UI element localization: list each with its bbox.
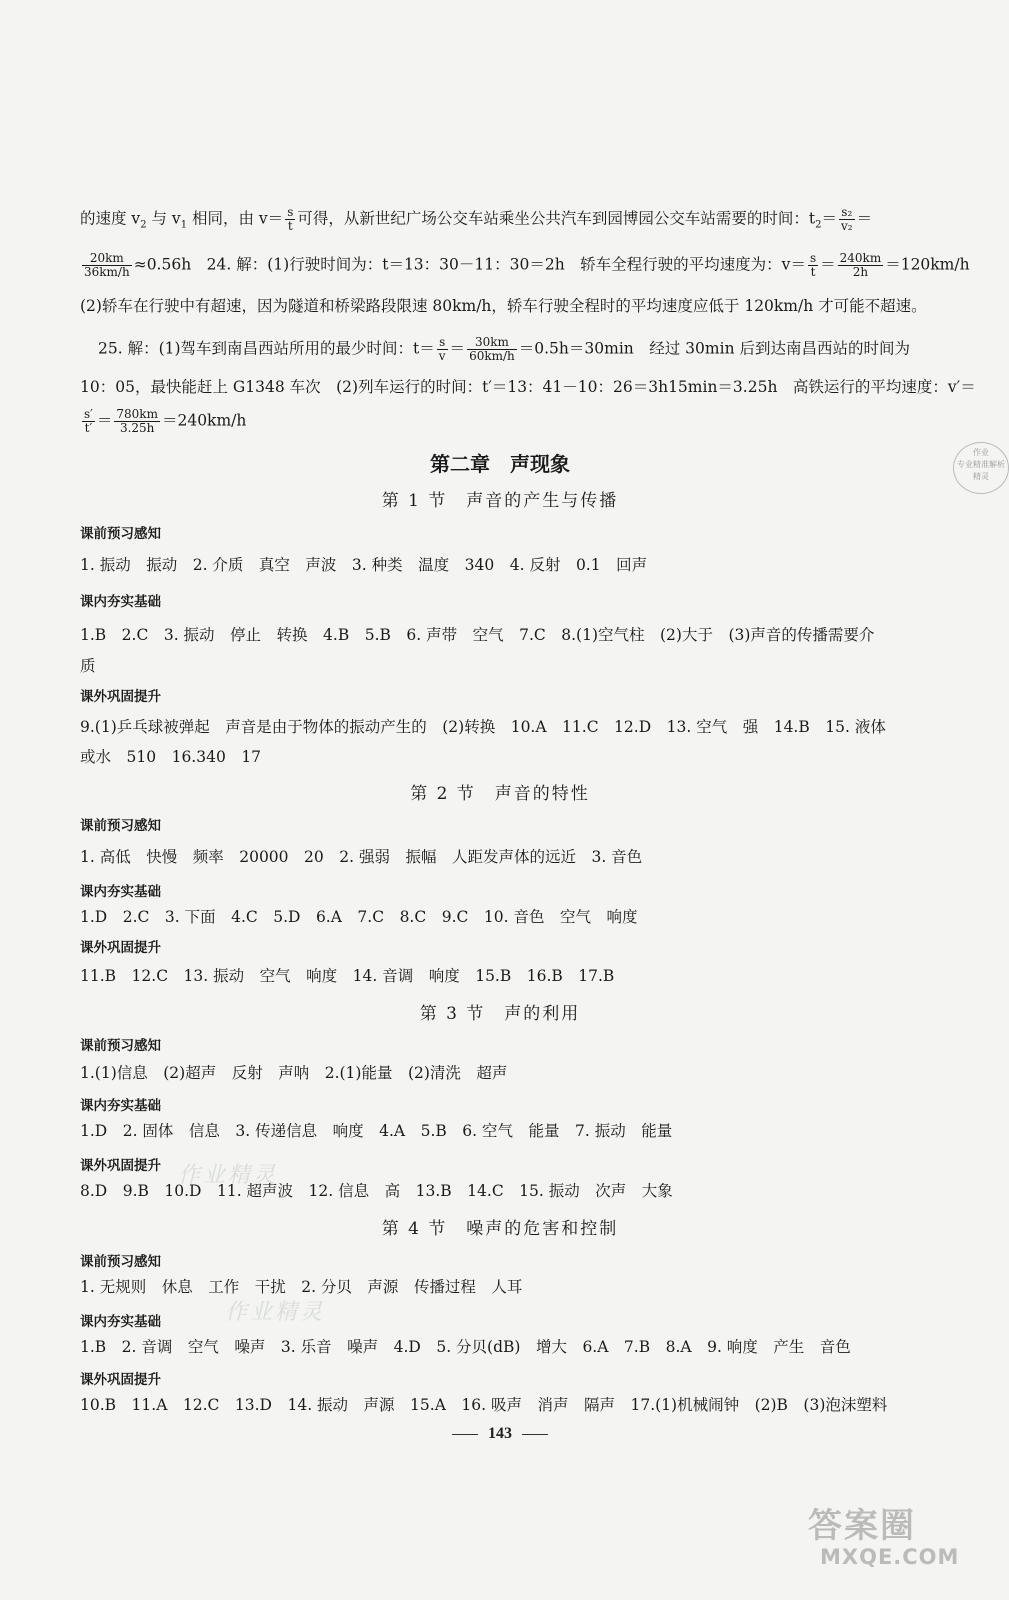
part-label: 课外巩固提升 [80,1158,161,1174]
answer-line: 8.D 9.B 10.D 11. 超声波 12. 信息 高 13.B 14.C 15. 振动 次声 大象 [80,1182,673,1200]
answer-line: 1. 高低 快慢 频率 20000 20 2. 强弱 振幅 人距发声体的远近 3. 音色 [80,848,643,866]
answer-line: 1.(1)信息 (2)超声 反射 声呐 2.(1)能量 (2)清洗 超声 [80,1064,508,1082]
part-label: 课内夯实基础 [80,884,161,900]
fraction: $\frac{s'}{t'}$ [84,407,93,435]
section-title: 第 4 节 噪声的危害和控制 [381,1219,619,1239]
section-title: 第 1 节 声音的产生与传播 [381,491,619,511]
answer-line: 或水 510 16.340 17 [80,748,262,766]
answer-line: 1.B 2. 音调 空气 噪声 3. 乐音 噪声 4.D 5. 分贝(dB) 增大 6.A 7.B 8.A 9. 响度 产生 音色 [80,1338,851,1356]
part-label: 课外巩固提升 [80,1372,161,1388]
text-line-2: $\frac{20km}{36km/h}$ ≈0.56h 24. 解：(1)行驶时间为：t＝13：30－11：30＝2h 轿车全程行驶的平均速度为：v＝ $\frac{s}{t}$ ＝ $\frac{240km}{2h}$ ＝120km/h [84,251,970,279]
answer-line: 9.(1)乒乓球被弹起 声音是由于物体的振动产生的 (2)转换 10.A 11.C 12.D 13. 空气 强 14.B 15. 液体 [80,718,886,736]
watermark-url: MXQE.COM [820,1545,960,1569]
text-line-6: $\frac{s'}{t'}$ ＝ $\frac{780km}{3.25h}$ ＝240km/h [84,407,247,435]
fraction: $\frac{20km}{36km/h}$ [84,251,130,279]
fraction: $\frac{30km}{60km/h}$ [469,335,515,363]
text-line-5: 10：05，最快能赶上 G1348 车次 (2)列车运行的时间：t′＝13：41－10：26＝3h15min＝3.25h 高铁运行的平均速度：v′＝ [80,378,976,396]
part-label: 课前预习感知 [80,1254,161,1270]
part-label: 课外巩固提升 [80,689,161,705]
chapter-title: 第二章 声现象 [430,452,570,476]
watermark-logo: 答案圈 [808,1506,916,1546]
watermark-text: 作业精灵 [178,1163,279,1188]
text-line-3: (2)轿车在行驶中有超速，因为隧道和桥梁路段限速 80km/h，轿车行驶全程时的平均速度应低于 120km/h 才可能不超速。 [80,297,927,315]
section-title: 第 2 节 声音的特性 [410,784,590,804]
text-line-4: 25. 解：(1)驾车到南昌西站所用的最少时间：t＝ $\frac{s}{v}$ ＝ $\frac{30km}{60km/h}$ ＝0.5h＝30min 经过 30min 后到达南昌西站的时间为 [98,335,910,363]
part-label: 课前预习感知 [80,1038,161,1054]
page-number: 143 [0,1425,1000,1443]
answer-line: 质 [80,657,96,675]
part-label: 课内夯实基础 [80,1314,161,1330]
text-line-1: 的速度 $v_2$ 与 $v_1$ 相同，由 v＝ $\frac{s}{t}$ 可得，从新世纪广场公交车站乘坐公共汽车到园博园公交车站需要的时间：$t_2=$ $\frac{\text{s₂}}{\text{v₂}}$ ＝ [80,205,873,233]
watermark-stamp: 作业 专业精准解析 精灵 [953,442,1009,494]
section-title: 第 3 节 声的利用 [419,1004,581,1024]
fraction: $\frac{240km}{2h}$ [839,251,882,279]
part-label: 课前预习感知 [80,526,161,542]
answer-line: 1.B 2.C 3. 振动 停止 转换 4.B 5.B 6. 声带 空气 7.C 8.(1)空气柱 (2)大于 (3)声音的传播需要介 [80,626,875,644]
watermark-text: 作业精灵 [225,1300,326,1325]
fraction: $\frac{\text{s₂}}{\text{v₂}}$ [840,205,853,233]
part-label: 课内夯实基础 [80,1098,161,1114]
answer-line: 1.D 2.C 3. 下面 4.C 5.D 6.A 7.C 8.C 9.C 10. 音色 空气 响度 [80,908,638,926]
fraction: $\frac{780km}{3.25h}$ [116,407,158,435]
part-label: 课内夯实基础 [80,594,161,610]
answer-line: 11.B 12.C 13. 振动 空气 响度 14. 音调 响度 15.B 16.B 17.B [80,967,615,985]
fraction: $\frac{s}{t}$ [809,251,817,279]
answer-line: 1.D 2. 固体 信息 3. 传递信息 响度 4.A 5.B 6. 空气 能量 7. 振动 能量 [80,1122,673,1140]
part-label: 课外巩固提升 [80,940,161,956]
answer-line: 10.B 11.A 12.C 13.D 14. 振动 声源 15.A 16. 吸声 消声 隔声 17.(1)机械闹钟 (2)B (3)泡沫塑料 [80,1396,888,1414]
answer-line: 1. 振动 振动 2. 介质 真空 声波 3. 种类 温度 340 4. 反射 0.1 回声 [80,556,648,574]
fraction: $\frac{s}{v}$ [438,335,446,363]
fraction: $\frac{s}{t}$ [287,205,294,233]
answer-line: 1. 无规则 休息 工作 干扰 2. 分贝 声源 传播过程 人耳 [80,1278,523,1296]
part-label: 课前预习感知 [80,818,161,834]
